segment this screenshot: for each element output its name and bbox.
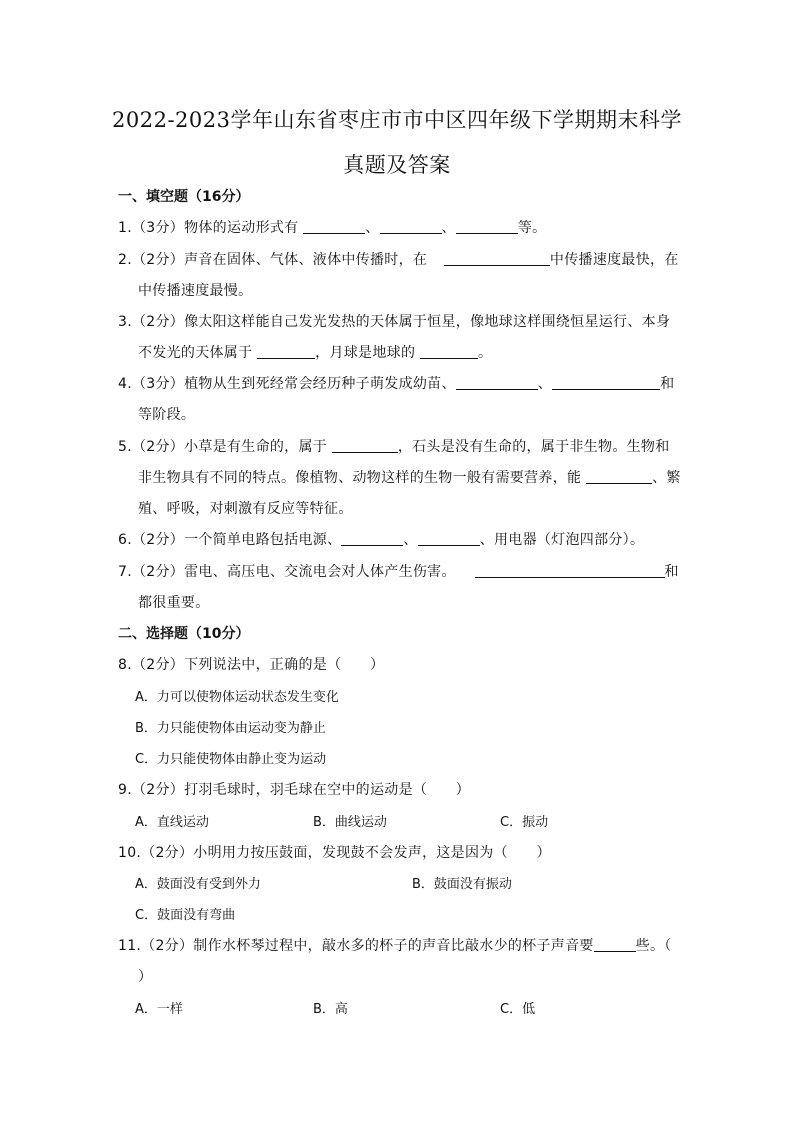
question-5: 5.（2分）小草是有生命的，属于 ，石头是没有生命的，属于非生物。生物和 <box>118 439 670 455</box>
question-8-option-a[interactable]: A．力可以使物体运动状态发生变化 <box>135 690 339 705</box>
answer-blank[interactable] <box>586 469 652 484</box>
question-10: 10.（2分）小明用力按压鼓面，发现鼓不会发声，这是因为（ ） <box>118 845 551 861</box>
question-1: 1.（3分）物体的运动形式有 、 、 等。 <box>118 220 547 236</box>
question-11-option-c[interactable]: C．低 <box>500 1002 536 1017</box>
answer-blank[interactable] <box>594 937 636 952</box>
question-9: 9.（2分）打羽毛球时，羽毛球在空中的运动是（ ） <box>118 782 471 798</box>
answer-blank[interactable] <box>552 375 660 390</box>
question-2: 2.（2分）声音在固体、气体、液体中传播时，在 中传播速度最快，在 <box>118 252 679 268</box>
question-10-option-a[interactable]: A．鼓面没有受到外力 <box>135 877 261 892</box>
answer-blank[interactable] <box>332 438 398 453</box>
answer-blank[interactable] <box>380 219 442 234</box>
question-11: 11.（2分）制作水杯琴过程中，敲水多的杯子的声音比敲水少的杯子声音要 些。（ <box>118 938 672 954</box>
answer-blank[interactable] <box>456 219 518 234</box>
question-3: 3.（2分）像太阳这样能自己发光发热的天体属于恒星，像地球这样围绕恒星运行、本身 <box>118 314 671 330</box>
section-multiple-choice: 二、选择题（10分） <box>118 626 250 642</box>
question-7-continued: 都很重要。 <box>138 595 210 611</box>
answer-blank[interactable] <box>475 563 665 578</box>
question-3-continued: 不发光的天体属于 ，月球是地球的 。 <box>138 345 493 361</box>
question-4: 4.（3分）植物从生到死经常会经历种子萌发成幼苗、 、 和 <box>118 376 675 392</box>
question-11-option-b[interactable]: B．高 <box>313 1002 348 1017</box>
document-title-line1: 2022-2023学年山东省枣庄市市中区四年级下学期期末科学 <box>112 108 682 132</box>
question-5-continued: 非生物具有不同的特点。像植物、动物这样的生物一般有需要营养，能 、繁 <box>138 470 681 486</box>
question-5-continued-2: 殖、呼吸，对刺激有反应等特征。 <box>138 501 353 517</box>
question-7: 7.（2分）雷电、高压电、交流电会对人体产生伤害。 和 <box>118 564 679 580</box>
answer-blank[interactable] <box>456 375 538 390</box>
question-10-option-c[interactable]: C．鼓面没有弯曲 <box>135 908 236 923</box>
question-9-option-a[interactable]: A．直线运动 <box>135 815 209 830</box>
question-11-option-a[interactable]: A．一样 <box>135 1002 183 1017</box>
question-8: 8.（2分）下列说法中，正确的是（ ） <box>118 657 385 673</box>
question-10-option-b[interactable]: B．鼓面没有振动 <box>412 877 512 892</box>
question-9-option-c[interactable]: C．振动 <box>500 815 549 830</box>
answer-blank[interactable] <box>257 344 315 359</box>
question-8-option-c[interactable]: C．力只能使物体由静止变为运动 <box>135 752 327 767</box>
document-title-line2: 真题及答案 <box>343 153 451 177</box>
question-2-continued: 中传播速度最慢。 <box>138 283 253 299</box>
question-11-continued: ） <box>138 969 153 985</box>
answer-blank[interactable] <box>418 531 480 546</box>
question-9-option-b[interactable]: B．曲线运动 <box>313 815 387 830</box>
question-4-continued: 等阶段。 <box>138 407 196 423</box>
answer-blank[interactable] <box>303 219 365 234</box>
question-6: 6.（2分）一个简单电路包括电源、 、 、用电器（灯泡四部分）。 <box>118 532 645 548</box>
answer-blank[interactable] <box>420 344 478 359</box>
answer-blank[interactable] <box>444 251 550 266</box>
section-fill-in: 一、填空题（16分） <box>118 189 250 205</box>
question-8-option-b[interactable]: B．力只能使物体由运动变为静止 <box>135 721 326 736</box>
answer-blank[interactable] <box>341 531 403 546</box>
